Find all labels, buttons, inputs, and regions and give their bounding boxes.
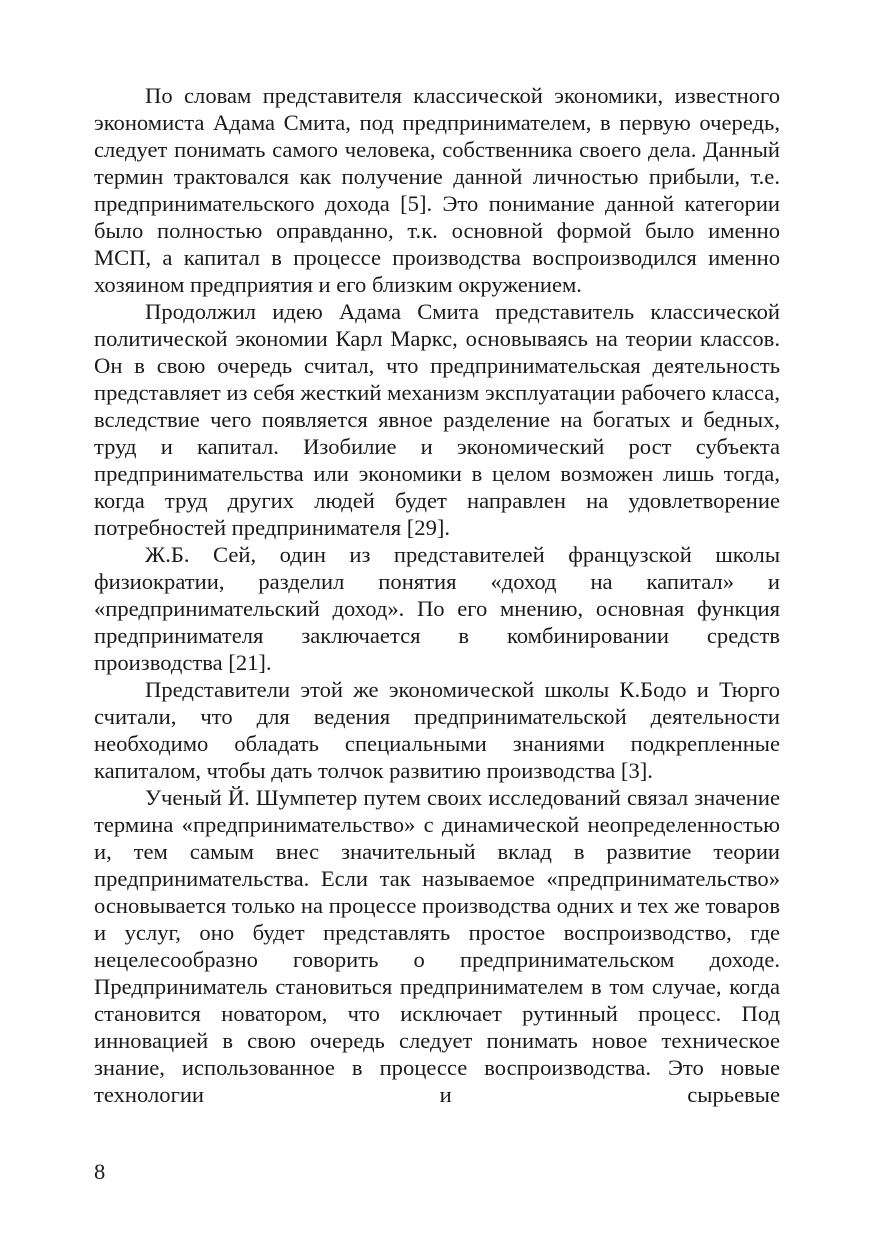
page-number: 8 [94, 1159, 106, 1184]
paragraph-marx: Продолжил идею Адама Смита представитель классической политической экономии Карл Маркс, основываясь на теории классов. Он в свою очередь считал, что предпринимательская деятельность представляет из себя жесткий механизм эксплуатации рабочего класса, вследствие чего появляется явное разделение на богатых и бедных, труд и капитал. Изобилие и экономический рост субъекта предпринимательства или экономики в целом возможен лишь тогда, когда труд других людей будет направлен на удовлетворение потребностей предпринимателя [29]. [94, 299, 780, 540]
paragraph-baudeau-turgot: Представители этой же экономической школы К.Бодо и Тюрго считали, что для ведения предпринимательской деятельности необходимо обладать специальными знаниями подкрепленные капиталом, чтобы дать толчок развитию производства [3]. [94, 677, 780, 783]
body-text [94, 82, 780, 1108]
paragraph-smith: По словам представителя классической экономики, известного экономиста Адама Смита, под предпринимателем, в первую очередь, следует понимать самого человека, собственника своего дела. Данный термин трактовался как получение данной личностью прибыли, т.е. предпринимательского дохода [5]. Это понимание данной категории было полностью оправданно, т.к. основной формой было именно МСП, а капитал в процессе производства воспроизводился именно хозяином предприятия и его близким окружением. [94, 83, 780, 297]
paragraph-schumpeter: Ученый Й. Шумпетер путем своих исследований связал значение термина «предпринимательство» с динамической неопределенностью и, тем самым внес значительный вклад в развитие теории предпринимательства. Если так называемое «предпринимательство» основывается только на процессе производства одних и тех же товаров и услуг, оно будет представлять простое воспроизводство, где нецелесообразно говорить о предпринимательском доходе. Предприниматель становиться предпринимателем в том случае, когда становится новатором, что исключает рутинный процесс. Под инновацией в свою очередь следует понимать новое техническое знание, использованное в процессе воспроизводства. Это новые технологии и сырьевые [94, 785, 780, 1107]
paragraph-say: Ж.Б. Сей, один из представителей французской школы физиократии, разделил понятия «доход на капитал» и «предпринимательский доход». По его мнению, основная функция предпринимателя заключается в комбинировании средств производства [21]. [94, 542, 780, 675]
